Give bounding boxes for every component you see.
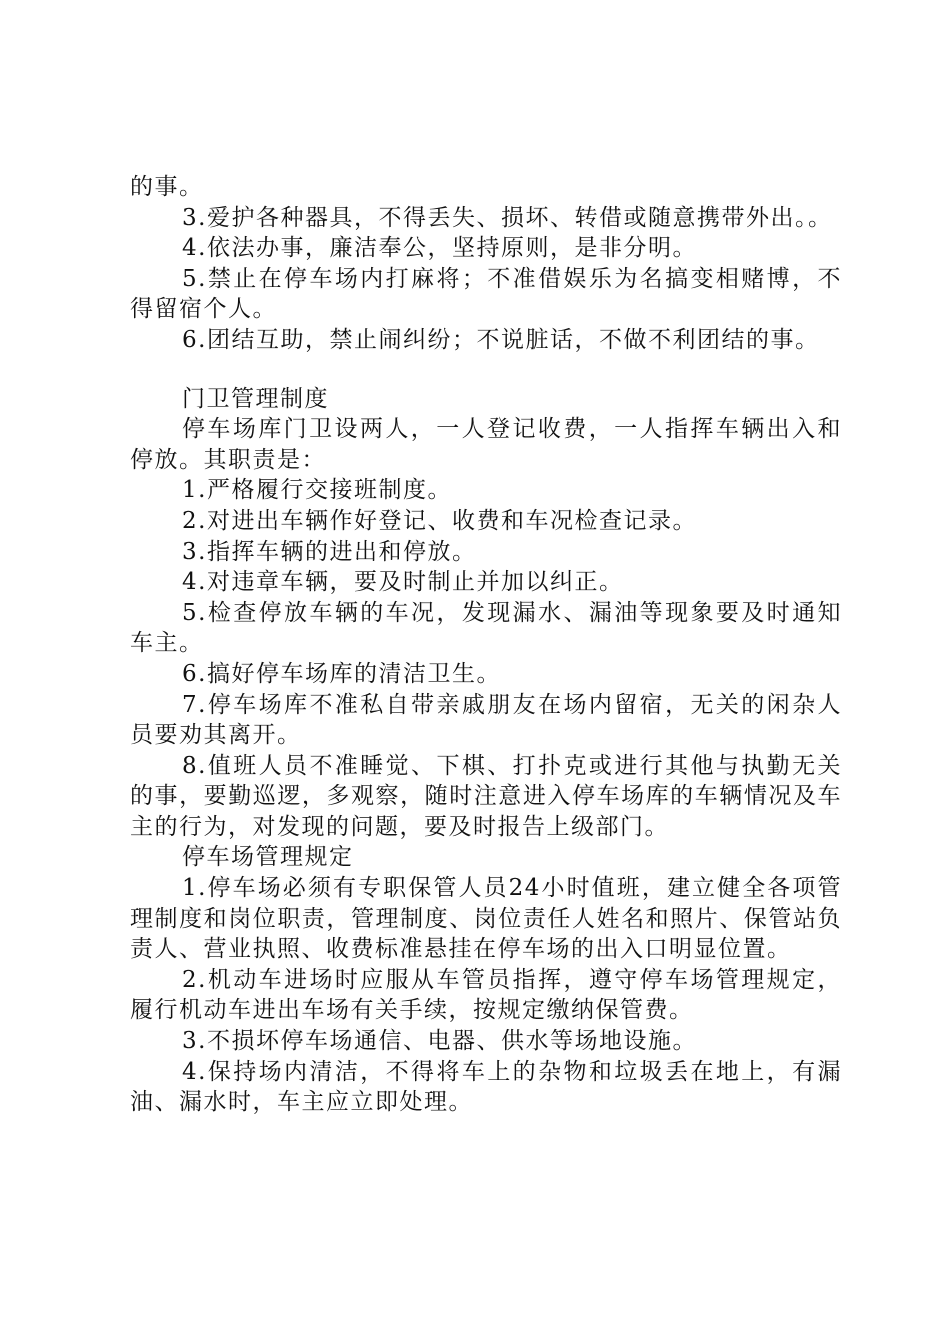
list-item: 4.对违章车辆，要及时制止并加以纠正。	[182, 569, 624, 596]
list-item: 5.检查停放车辆的车况，发现漏水、漏油等现象要及时通知车主。	[130, 599, 842, 657]
list-item: 2.对进出车辆作好登记、收费和车况检查记录。	[182, 507, 697, 534]
list-item: 3.爱护各种器具，不得丢失、损坏、转借或随意携带外出。。	[182, 204, 833, 231]
list-item: 3.不损坏停车场通信、电器、供水等场地设施。	[182, 1028, 697, 1055]
list-item: 4.保持场内清洁，不得将车上的杂物和垃圾丢在地上，有漏油、漏水时，车主应立即处理。	[130, 1058, 842, 1116]
section-intro: 停车场库门卫设两人，一人登记收费，一人指挥车辆出入和停放。其职责是：	[130, 416, 842, 473]
list-item: 1.严格履行交接班制度。	[182, 477, 452, 504]
list-item: 3.指挥车辆的进出和停放。	[182, 538, 477, 565]
list-item: 6.团结互助，禁止闹纠纷；不说脏话，不做不利团结的事。	[182, 326, 820, 353]
list-item: 6.搞好停车场库的清洁卫生。	[182, 660, 501, 687]
continuation-text: 的事。	[130, 174, 204, 200]
section-title-gate: 门卫管理制度	[182, 385, 329, 412]
section-spacer	[130, 356, 842, 384]
list-item: 7.停车场库不准私自带亲戚朋友在场内留宿，无关的闲杂人员要劝其离开。	[130, 691, 842, 749]
list-item: 5.禁止在停车场内打麻将；不准借娱乐为名搞变相赌博，不得留宿个人。	[130, 265, 842, 323]
list-item: 4.依法办事，廉洁奉公，坚持原则，是非分明。	[182, 235, 697, 262]
list-item: 8.值班人员不准睡觉、下棋、打扑克或进行其他与执勤无关的事，要勤巡逻，多观察，随时注意进入停车场库的车辆情况及车主的行为，对发现的问题，要及时报告上级部门。	[130, 752, 842, 840]
list-item: 1.停车场必须有专职保管人员24小时值班，建立健全各项管理制度和岗位职责，管理制度、岗位责任人姓名和照片、保管站负责人、营业执照、收费标准悬挂在停车场的出入口明显位置。	[130, 875, 842, 963]
document-page	[130, 172, 842, 1118]
section-title-parking: 停车场管理规定	[182, 844, 354, 871]
list-item: 2.机动车进场时应服从车管员指挥，遵守停车场管理规定，履行机动车进出车场有关手续，按规定缴纳保管费。	[130, 966, 842, 1024]
